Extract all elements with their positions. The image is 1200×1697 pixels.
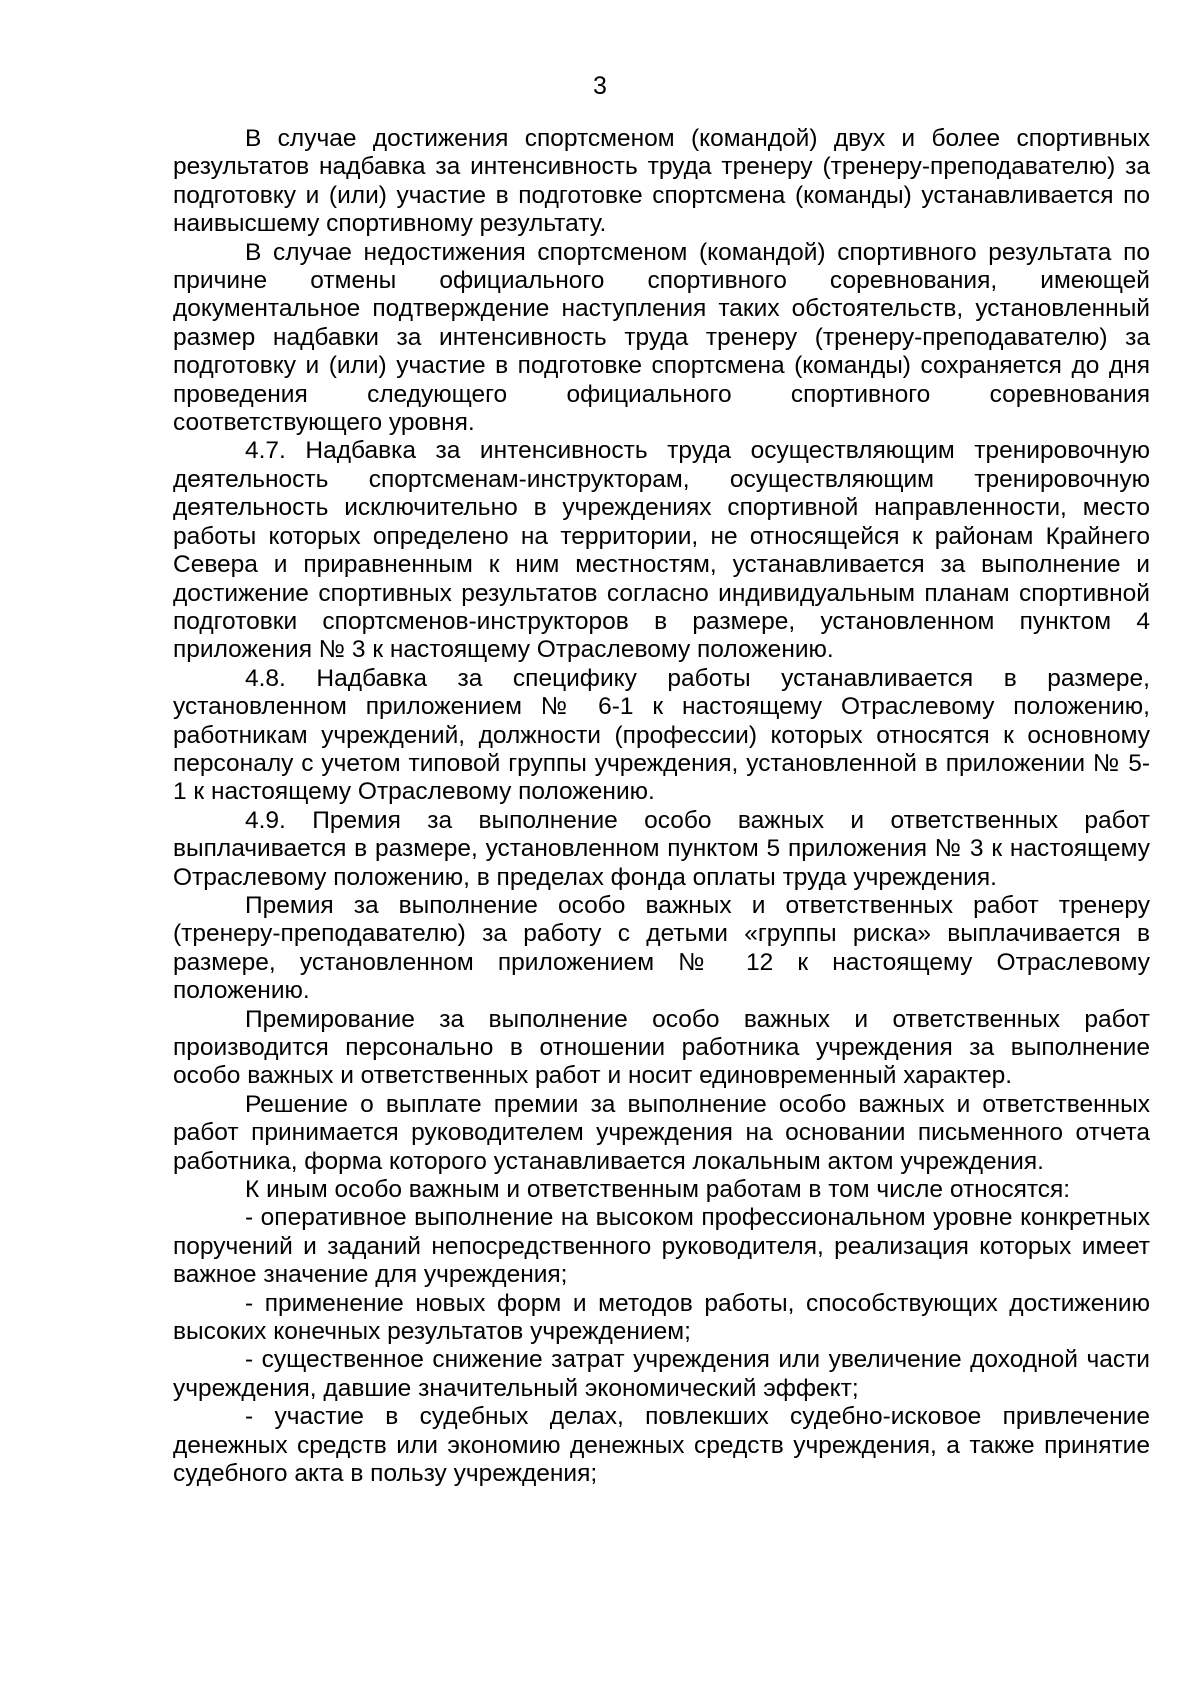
paragraph-best-result: В случае достижения спортсменом (командой) двух и более спортивных результатов надбавка за интенсивность труда тренеру (тренеру-преподавателю) за подготовку и (или) участие в подготовке спортсмена (команды) устанавливается по наивысшему спортивному результату. <box>173 125 1150 238</box>
list-item-court-cases: - участие в судебных делах, повлекших судебно-исковое привлечение денежных средств или экономию денежных средств учреждения, а также принятие судебного акта в пользу учреждения; <box>173 1403 1150 1488</box>
list-item-operative-execution: - оперативное выполнение на высоком профессиональном уровне конкретных поручений и заданий непосредственного руководителя, реализация которых имеет важное значение для учреждения; <box>173 1204 1150 1289</box>
paragraph-4-7: 4.7. Надбавка за интенсивность труда осуществляющим тренировочную деятельность спортсменам-инструкторам, осуществляющим тренировочную деятельность исключительно в учреждениях спортивной направленности, место работы которых определено на территории, не относящейся к районам Крайнего Севера и приравненным к ним местностям, устанавливается за выполнение и достижение спортивных результатов согласно индивидуальным планам спортивной подготовки спортсменов-инструкторов в размере, установленном пунктом 4 приложения № 3 к настоящему Отраслевому положению. <box>173 437 1150 664</box>
paragraph-4-9: 4.9. Премия за выполнение особо важных и ответственных работ выплачивается в размере, установленном пунктом 5 приложения № 3 к настоящему Отраслевому положению, в пределах фонда оплаты труда учреждения. <box>173 806 1150 891</box>
paragraph-4-8: 4.8. Надбавка за специфику работы устанавливается в размере, установленном приложением № 6-1 к настоящему Отраслевому положению, работникам учреждений, должности (профессии) которых относятся к основному персоналу с учетом типовой группы учреждения, установленной в приложении № 5-1 к настоящему Отраслевому положению. <box>173 664 1150 806</box>
list-item-new-methods: - применение новых форм и методов работы, способствующих достижению высоких конечных результатов учреждением; <box>173 1289 1150 1346</box>
paragraph-personal-bonus: Премирование за выполнение особо важных и ответственных работ производится персонально в отношении работника учреждения за выполнение особо важных и ответственных работ и носит единовременный характер. <box>173 1005 1150 1090</box>
paragraph-competition-cancelled: В случае недостижения спортсменом (командой) спортивного результата по причине отмены официального спортивного соревнования, имеющей документальное подтверждение наступления таких обстоятельств, установленный размер надбавки за интенсивность труда тренеру (тренеру-преподавателю) за подготовку и (или) участие в подготовке спортсмена (команды) сохраняется до дня проведения следующего официального спортивного соревнования соответствующего уровня. <box>173 238 1150 437</box>
paragraph-other-works-intro: К иным особо важным и ответственным работам в том числе относятся: <box>245 1176 1071 1204</box>
paragraph-bonus-decision: Решение о выплате премии за выполнение особо важных и ответственных работ принимается руководителем учреждения на основании письменного отчета работника, форма которого устанавливается локальным актом учреждения. <box>173 1090 1150 1175</box>
document-body <box>173 125 1150 1489</box>
list-item-cost-reduction: - существенное снижение затрат учреждения или увеличение доходной части учреждения, давшие значительный экономический эффект; <box>173 1346 1150 1402</box>
paragraph-risk-group-bonus: Премия за выполнение особо важных и ответственных работ тренеру (тренеру-преподавателю) за работу с детьми «группы риска» выплачивается в размере, установленном приложением № 12 к настоящему Отраслевому положению. <box>173 891 1150 1005</box>
page-number: 3 <box>593 72 607 100</box>
